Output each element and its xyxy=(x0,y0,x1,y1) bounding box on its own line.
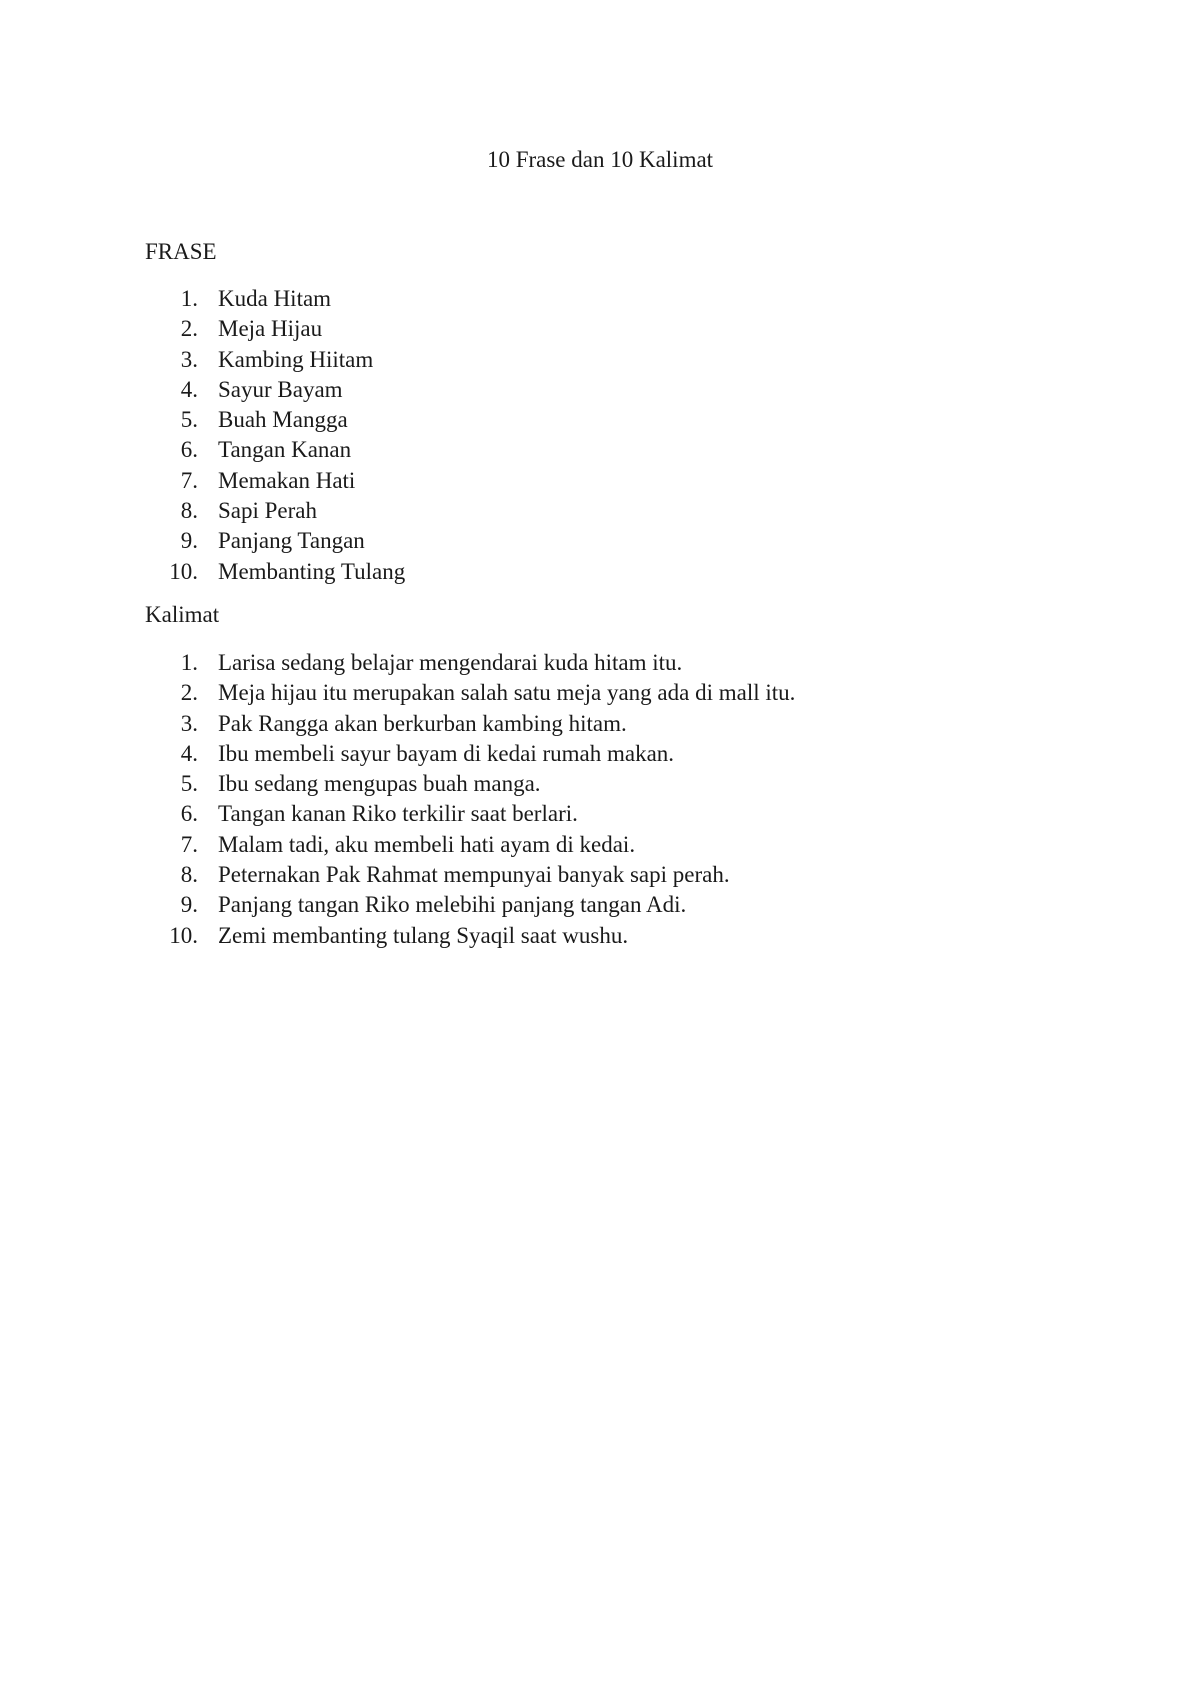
item-text: Kuda Hitam xyxy=(218,286,332,311)
item-text: Pak Rangga akan berkurban kambing hitam. xyxy=(218,710,627,736)
item-text: Kambing Hiitam xyxy=(218,346,374,372)
item-text: Ibu sedang mengupas buah manga. xyxy=(218,771,541,797)
item-text: Buah Mangga xyxy=(218,407,348,433)
item-number: 5. xyxy=(180,407,198,433)
item-text: Sapi Perah xyxy=(218,498,318,524)
item-number: 10. xyxy=(169,922,198,948)
item-text: Larisa sedang belajar mengendarai kuda hitam itu. xyxy=(218,650,683,675)
item-text: Peternakan Pak Rahmat mempunyai banyak sapi perah. xyxy=(218,862,730,888)
item-text: Zemi membanting tulang Syaqil saat wushu. xyxy=(218,922,629,948)
item-number: 1. xyxy=(180,650,198,675)
item-number: 7. xyxy=(180,831,198,857)
item-text: Panjang tangan Riko melebihi panjang tangan Adi. xyxy=(218,892,687,918)
item-text: Meja hijau itu merupakan salah satu meja yang ada di mall itu. xyxy=(218,680,796,706)
item-text: Memakan Hati xyxy=(218,467,356,493)
kalimat-heading: Kalimat xyxy=(145,602,220,627)
frase-heading: FRASE xyxy=(145,239,217,264)
item-number: 4. xyxy=(180,376,198,402)
item-text: Sayur Bayam xyxy=(218,376,343,402)
item-number: 3. xyxy=(180,710,198,736)
document-title: 10 Frase dan 10 Kalimat xyxy=(486,147,714,172)
item-text: Tangan kanan Riko terkilir saat berlari. xyxy=(218,801,578,827)
item-number: 5. xyxy=(180,771,198,797)
item-number: 6. xyxy=(180,801,198,827)
item-number: 7. xyxy=(180,467,198,493)
item-number: 8. xyxy=(180,498,198,524)
item-number: 2. xyxy=(180,680,198,706)
item-number: 10. xyxy=(169,558,198,584)
item-number: 9. xyxy=(180,528,198,554)
item-number: 3. xyxy=(180,346,198,372)
item-number: 4. xyxy=(180,740,198,766)
item-text: Ibu membeli sayur bayam di kedai rumah makan. xyxy=(218,740,675,766)
item-text: Meja Hijau xyxy=(218,316,323,342)
item-number: 9. xyxy=(180,892,198,918)
item-number: 6. xyxy=(180,437,198,463)
item-text: Panjang Tangan xyxy=(218,528,365,554)
item-text: Malam tadi, aku membeli hati ayam di kedai. xyxy=(218,831,636,857)
item-text: Tangan Kanan xyxy=(218,437,352,463)
item-number: 8. xyxy=(180,862,198,888)
item-number: 1. xyxy=(180,286,198,311)
item-text: Membanting Tulang xyxy=(218,558,406,584)
item-number: 2. xyxy=(180,316,198,342)
